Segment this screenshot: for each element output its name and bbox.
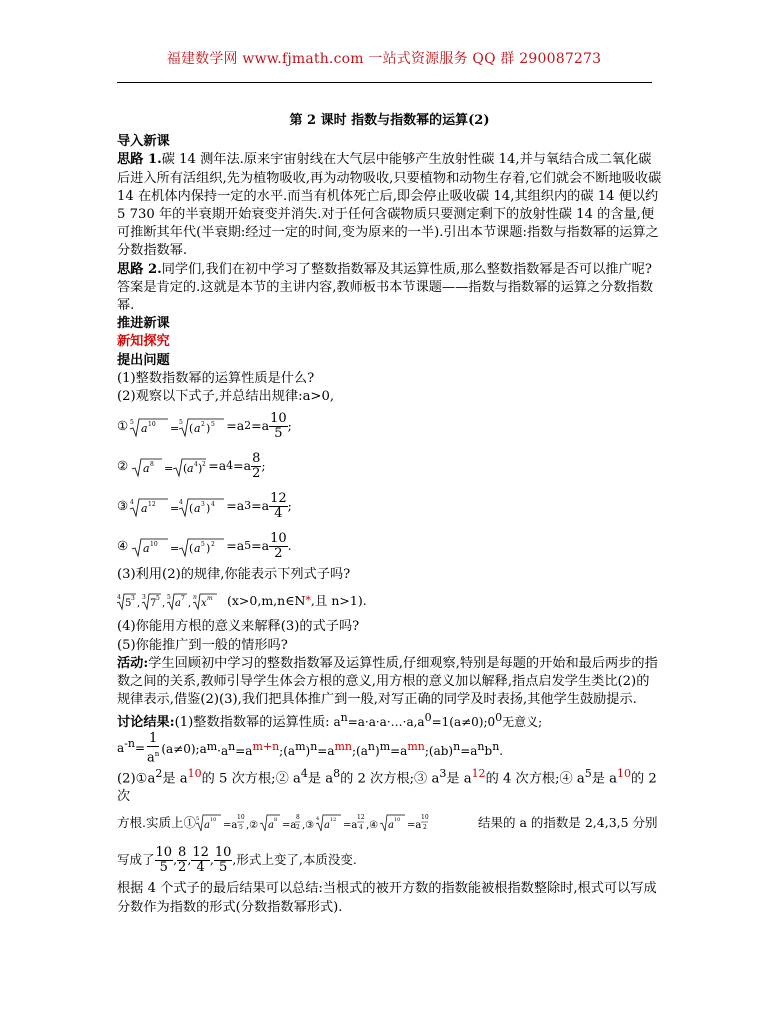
discussion-2-line-2 <box>117 806 662 840</box>
idea-1-label: 思路 1. <box>117 152 162 168</box>
svg-text:7: 7 <box>181 595 185 603</box>
formula-3-exponent: 3 <box>244 499 252 513</box>
svg-text:3: 3 <box>131 595 135 603</box>
svg-text:8: 8 <box>295 814 300 822</box>
discussion-line-1 <box>117 709 662 732</box>
svg-text:=a: =a <box>222 820 238 832</box>
site-header: 福建数学网 www.fjmath.com 一站式资源服务 QQ 群 290087273 <box>166 51 602 67</box>
svg-text:7: 7 <box>150 598 157 610</box>
formula-1-end: ; <box>287 418 292 434</box>
svg-text:a: a <box>323 820 330 832</box>
svg-text:=a: =a <box>342 820 358 832</box>
svg-text:=: = <box>170 422 180 436</box>
formula-3-end: ; <box>287 498 292 514</box>
svg-text:8: 8 <box>273 817 278 824</box>
formula-3-fraction: $\frac{12}{4}$ <box>270 490 287 521</box>
svg-text:8: 8 <box>150 461 155 469</box>
discussion-1-text: (1)整数指数幂的运算性质: <box>174 715 330 731</box>
svg-text:5: 5 <box>130 419 135 427</box>
discussion-2-line-2-end: 结果的 a 的指数是 2,4,3,5 分别 <box>477 815 658 831</box>
svg-text:4: 4 <box>130 499 135 507</box>
question-3: (3)利用(2)的规律,你能表示下列式子吗? <box>117 567 351 583</box>
discussion-1-formula: $a^n=a\cdot a\cdot a\cdot\dots\cdot a,a^0=1(a\ne 0);0^0$无意义; <box>329 711 543 730</box>
svg-text:): ) <box>206 542 211 556</box>
svg-text:3: 3 <box>142 594 146 602</box>
question-3-condition: (x>0,m,n∈N <box>227 593 306 609</box>
svg-text:5: 5 <box>201 541 206 549</box>
svg-text:=: = <box>164 462 174 476</box>
svg-text:,②: ,② <box>245 820 259 832</box>
formula-1-exponent: 2 <box>244 419 252 433</box>
svg-text:=: = <box>170 502 180 516</box>
svg-text:4: 4 <box>194 461 199 469</box>
svg-text:): ) <box>198 462 203 476</box>
discussion-2-line-3-end: ,形式上变了,本质没变. <box>232 852 357 868</box>
formula-4-result: =a <box>226 538 245 554</box>
svg-text:10: 10 <box>209 817 217 824</box>
formula-2 <box>117 446 662 486</box>
discussion-2-line-3-start: 写成了 <box>117 852 155 868</box>
question-2: (2)观察以下式子,并总结出规律:a>0, <box>117 389 335 405</box>
svg-text:m: m <box>207 595 213 603</box>
svg-text:a: a <box>143 542 150 556</box>
svg-text:4: 4 <box>117 594 121 602</box>
formula-3-number: ③ <box>117 498 129 514</box>
svg-text:a: a <box>387 820 394 832</box>
svg-text:a: a <box>203 820 210 832</box>
discussion-2-radicals <box>196 809 478 837</box>
svg-text:n: n <box>193 594 197 602</box>
document-body <box>117 112 662 917</box>
svg-text:,: , <box>188 598 192 610</box>
idea-2-text: 同学们,我们在初中学习了整数指数幂及其运算性质,那么整数指数幂是否可以推广呢?答案是肯定的.这就是本节的主讲内容,教师板书本节课题——指数与指数幂的运算之分数指数幂. <box>117 261 653 314</box>
intro-heading: 导入新课 <box>117 134 170 150</box>
formula-2-equals: =a <box>233 458 252 474</box>
formula-4-number: ④ <box>117 538 129 554</box>
new-knowledge-heading: 新知探究 <box>117 334 170 350</box>
exponent-rules-text: (a≠0);a <box>161 741 207 756</box>
svg-text:a: a <box>194 422 201 436</box>
svg-text:12: 12 <box>148 501 156 509</box>
formula-1 <box>117 406 662 446</box>
formula-4-exponent: 5 <box>244 539 252 553</box>
formula-1-result: =a <box>226 418 245 434</box>
discussion-label: 讨论结果: <box>117 715 175 731</box>
question-3-condition-sup: * <box>305 594 311 608</box>
idea-1-paragraph <box>117 151 662 260</box>
formula-2-fraction: $\frac{8}{2}$ <box>252 450 261 481</box>
svg-text:,: , <box>162 598 166 610</box>
svg-text:a: a <box>267 820 274 832</box>
activity-paragraph <box>117 655 662 710</box>
svg-text:2: 2 <box>295 824 300 832</box>
svg-text:10: 10 <box>148 421 156 429</box>
svg-text:(: ( <box>183 462 188 476</box>
negative-exponent-rule: $a^{-n}=$ $\frac{1}{a^n}$ <box>117 731 160 766</box>
formula-3 <box>117 486 662 526</box>
svg-text:4: 4 <box>358 824 363 832</box>
svg-text:10: 10 <box>393 817 401 824</box>
idea-2-paragraph <box>117 261 662 316</box>
svg-text:5: 5 <box>238 824 243 832</box>
svg-text:10: 10 <box>236 814 245 822</box>
svg-text:a: a <box>194 502 201 516</box>
formula-1-equals: =a <box>251 418 270 434</box>
svg-text:a: a <box>175 598 181 610</box>
header-rule <box>117 82 652 83</box>
formula-3-result: =a <box>226 498 245 514</box>
svg-text:2: 2 <box>201 421 206 429</box>
formula-4-radicals <box>128 531 226 561</box>
svg-text:10: 10 <box>150 541 158 549</box>
exponent-rules-formulas: $^m\cdot a^n=a^{m+n};(a^m)^n=a^{mn};(a^n)^m=a^{mn};(ab)^n=a^nb^n$. <box>206 739 504 758</box>
formula-2-result: =a <box>208 458 227 474</box>
activity-label: 活动: <box>117 655 149 671</box>
idea-2-label: 思路 2. <box>117 261 162 277</box>
svg-text:5: 5 <box>211 421 216 429</box>
svg-text:): ) <box>206 422 211 436</box>
conclusion-paragraph: 根据 4 个式子的最后结果可以总结:当根式的被开方数的指数能被根指数整除时,根式可以写成分数作为指数的形式(分数指数幂形式). <box>117 881 657 915</box>
formula-4-equals: =a <box>251 538 270 554</box>
svg-text:5: 5 <box>179 419 184 427</box>
formula-4-end: . <box>287 538 292 554</box>
svg-text:4: 4 <box>179 499 184 507</box>
svg-text:=a: =a <box>406 820 422 832</box>
svg-text:5: 5 <box>167 594 171 602</box>
svg-text:a: a <box>194 542 201 556</box>
svg-text:): ) <box>206 502 211 516</box>
svg-text:2: 2 <box>211 541 216 549</box>
svg-text:,: , <box>137 598 141 610</box>
question-3-condition-end: ,且 n>1). <box>310 593 367 609</box>
formula-2-number: ② <box>117 458 129 474</box>
question-4: (4)你能用方根的意义来解释(3)的式子吗? <box>117 619 360 635</box>
formula-2-exponent: 4 <box>226 459 234 473</box>
svg-text:3: 3 <box>201 501 206 509</box>
formula-1-fraction: $\frac{10}{5}$ <box>270 410 287 441</box>
question-5: (5)你能推广到一般的情形吗? <box>117 637 288 653</box>
svg-text:(: ( <box>189 422 194 436</box>
activity-text: 学生回顾初中学习的整数指数幂及运算性质,仔细观察,特别是每题的开始和最后两步的指数之间的关系,教师引导学生体会方根的意义,用方根的意义加以解释,指点启发学生类比(2)的规律表示,借鉴(2)(3),我们把具体推广到一般,对写正确的同学及时表扬,其他学生鼓励提示. <box>117 655 658 708</box>
svg-text:4: 4 <box>315 816 320 823</box>
question-3-radicals-row <box>117 584 662 618</box>
svg-text:2: 2 <box>422 824 427 832</box>
formula-4-fraction: $\frac{10}{2}$ <box>270 530 287 561</box>
question-1: (1)整数指数幂的运算性质是什么? <box>117 370 315 386</box>
svg-text:(: ( <box>189 502 194 516</box>
svg-text:a: a <box>143 462 150 476</box>
formula-1-radicals <box>128 411 226 441</box>
svg-text:,③: ,③ <box>301 820 315 832</box>
lesson-title: 第 2 课时 指数与指数幂的运算(2) <box>289 113 490 128</box>
svg-text:a: a <box>141 502 148 516</box>
advance-heading: 推进新课 <box>117 316 170 332</box>
exponent-rules-line <box>117 733 662 765</box>
idea-1-text: 碳 14 测年法.原来宇宙射线在大气层中能够产生放射性碳 14,并与氧结合成二氧化碳后进入所有活组织,先为植物吸收,再为动物吸收,只要植物和动物生存着,它们就会不断地吸收碳 14 在机体内保持一定的水平.而当有机体死亡后,即会停止吸收碳 14,其组织内的碳 14 便以约 5 730 年的半衰期开始衰变并消失.对于任何含碳物质只要测定剩下的放射性碳 14 的含量,便可推断其年代(半衰期:经过一定的时间,变为原来的一半).引出本节课题:指数与指数幂的运算之分数指数幂. <box>117 152 662 259</box>
formula-2-radicals <box>128 451 208 481</box>
svg-text:(: ( <box>189 542 194 556</box>
svg-text:5: 5 <box>195 816 200 823</box>
svg-text:a: a <box>141 422 148 436</box>
svg-text:4: 4 <box>211 501 216 509</box>
svg-text:a: a <box>187 462 194 476</box>
discussion-2-line-3 <box>117 840 662 880</box>
svg-text:5: 5 <box>156 595 160 603</box>
formula-3-equals: =a <box>251 498 270 514</box>
svg-text:x: x <box>201 598 207 610</box>
question-3-radicals <box>117 588 227 614</box>
svg-text:12: 12 <box>329 817 337 824</box>
discussion-2-line-1: $(2)①a^2$是 $a^{10}$的 5 次方根;② $a^4$是 $a^8$的 2 次方根;③ $a^3$是 $a^{12}$的 4 次方根;④ $a^5$是 $a^{10}$的 2 次 <box>117 766 657 805</box>
formula-3-radicals <box>128 491 226 521</box>
svg-text:,④: ,④ <box>365 820 379 832</box>
svg-text:=a: =a <box>281 820 297 832</box>
svg-text:12: 12 <box>356 814 365 822</box>
exponent-fractions: $\frac{10}{5}$ , $\frac{8}{2}$ , $\frac{12}{4}$ , $\frac{10}{5}$ <box>155 844 232 875</box>
svg-text:=: = <box>170 542 180 556</box>
svg-text:5: 5 <box>125 598 132 610</box>
svg-text:2: 2 <box>202 461 207 469</box>
discussion-2-line-2-start: 方根.实质上① <box>117 815 196 831</box>
formula-2-end: ; <box>261 458 266 474</box>
svg-text:10: 10 <box>420 814 429 822</box>
problems-heading: 提出问题 <box>117 352 170 368</box>
formula-1-number: ① <box>117 418 129 434</box>
formula-4 <box>117 526 662 566</box>
